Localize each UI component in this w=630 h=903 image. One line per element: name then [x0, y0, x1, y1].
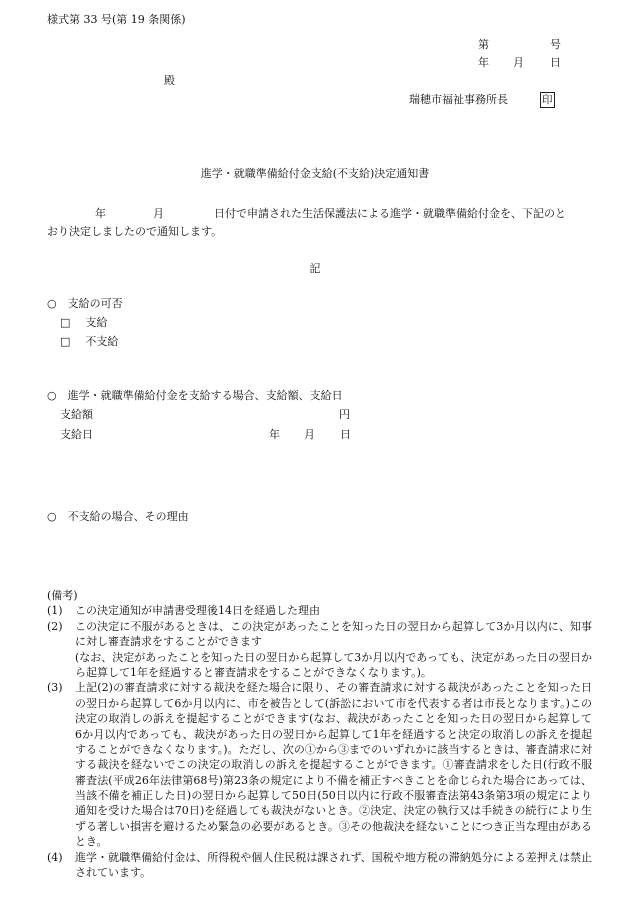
notes-section [47, 588, 592, 880]
payment-date-month: 月 [304, 428, 315, 441]
doc-number-prefix: 第 [478, 38, 489, 51]
note-subtext: (なお、決定があったことを知った日の翌日から起算して3か月以内であっても、決定があった日の翌日から起算して1年を経過すると審査請求をすることができなくなります。)。 [75, 650, 592, 679]
section-payment-heading: ○ 進学・就職準備給付金を支給する場合、支給額、支給日 [47, 389, 343, 402]
document-title: 進学・就職準備給付金支給(不支給)決定通知書 [200, 167, 430, 180]
issuer-line [409, 92, 555, 108]
payment-date-label: 支給日 [60, 428, 93, 441]
note-text: この決定通知が申請書受理後14日を経過した理由 [75, 604, 320, 618]
option-approve [60, 316, 107, 330]
amount-unit: 円 [339, 408, 350, 421]
note-text: 進学・就職準備給付金は、所得税や個人住民税は課されず、国税や地方税の滞納処分による差押えは禁止されています。 [75, 850, 592, 880]
note-number: (2) [47, 619, 63, 633]
section-approval-heading: ○ 支給の可否 [47, 297, 123, 310]
ki-heading: 記 [309, 262, 321, 275]
seal-stamp: 印 [542, 94, 553, 106]
option-reject-label: 不支給 [85, 335, 119, 348]
payment-date-day: 日 [340, 428, 351, 441]
note-item [47, 850, 592, 881]
note-item [47, 603, 592, 618]
note-item [47, 680, 592, 849]
intro-text-line2: おり決定しましたので通知します。 [47, 225, 223, 238]
note-item [47, 619, 592, 650]
note-number: (3) [47, 681, 63, 695]
intro-text: 日付で申請された生活保護法による進学・就職準備給付金を、下記のと [214, 207, 566, 220]
notes-heading: (備考) [47, 589, 78, 602]
intro-year: 年 [95, 207, 106, 220]
note-text: 上記(2)の審査請求に対する裁決を経た場合に限り、その審査請求に対する裁決があったことを知った日の翌日から起算して6か月以内に、市を被告として(訴訟において市を代表する者は市長となります。)この決定の取消しの訴えを提起することができます(なお、裁決があったことを知った日の翌日から起算して6か月以内であっても、裁決があった日の翌日から起算して1年を経過すると決定の取消しの訴えを提起することができなくなります。)。ただし、次の①から③までのいずれかに該当するときは、審査請求に対する裁決を経ないでこの決定の取消しの訴えを提起することができます。①審査請求をした日(行政不服審査法(平成26年法律第68号)第23条の規定により不備を補正すべきことを命じられた場合にあっては、当該不備を補正した日)の翌日から起算して50日(50日以内に行政不服審査法第43条第3項の規定により通知を受けた場合は70日)を経過しても裁決がないとき。②決定、決定の執行又は手続きの続行により生ずる著しい損害を避けるため緊急の必要があるとき。③その他裁決を経ないことにつき正当な理由があるとき。 [75, 681, 592, 849]
option-reject [60, 335, 118, 349]
doc-number-suffix: 号 [550, 38, 561, 51]
date-year: 年 [478, 56, 489, 69]
checkbox-approve: □ [60, 316, 71, 329]
section-reason-heading: ○ 不支給の場合、その理由 [47, 510, 189, 523]
date-day: 日 [550, 56, 561, 69]
addressee-honorific: 殿 [164, 74, 175, 87]
date-month: 月 [513, 56, 524, 69]
amount-label: 支給額 [60, 408, 93, 421]
form-number: 様式第 33 号(第 19 条関係) [47, 13, 186, 26]
note-number: (4) [47, 850, 63, 864]
issuer-name: 瑞穂市福祉事務所長 [409, 93, 508, 106]
option-approve-label: 支給 [85, 316, 108, 329]
note-text: この決定に不服があるときは、この決定があったことを知った日の翌日から起算して3か月以内に、知事に対し審査請求をすることができます [75, 619, 592, 649]
checkbox-reject: □ [60, 335, 71, 348]
intro-month: 月 [153, 207, 164, 220]
note-number: (1) [47, 604, 63, 618]
payment-date-year: 年 [269, 428, 280, 441]
